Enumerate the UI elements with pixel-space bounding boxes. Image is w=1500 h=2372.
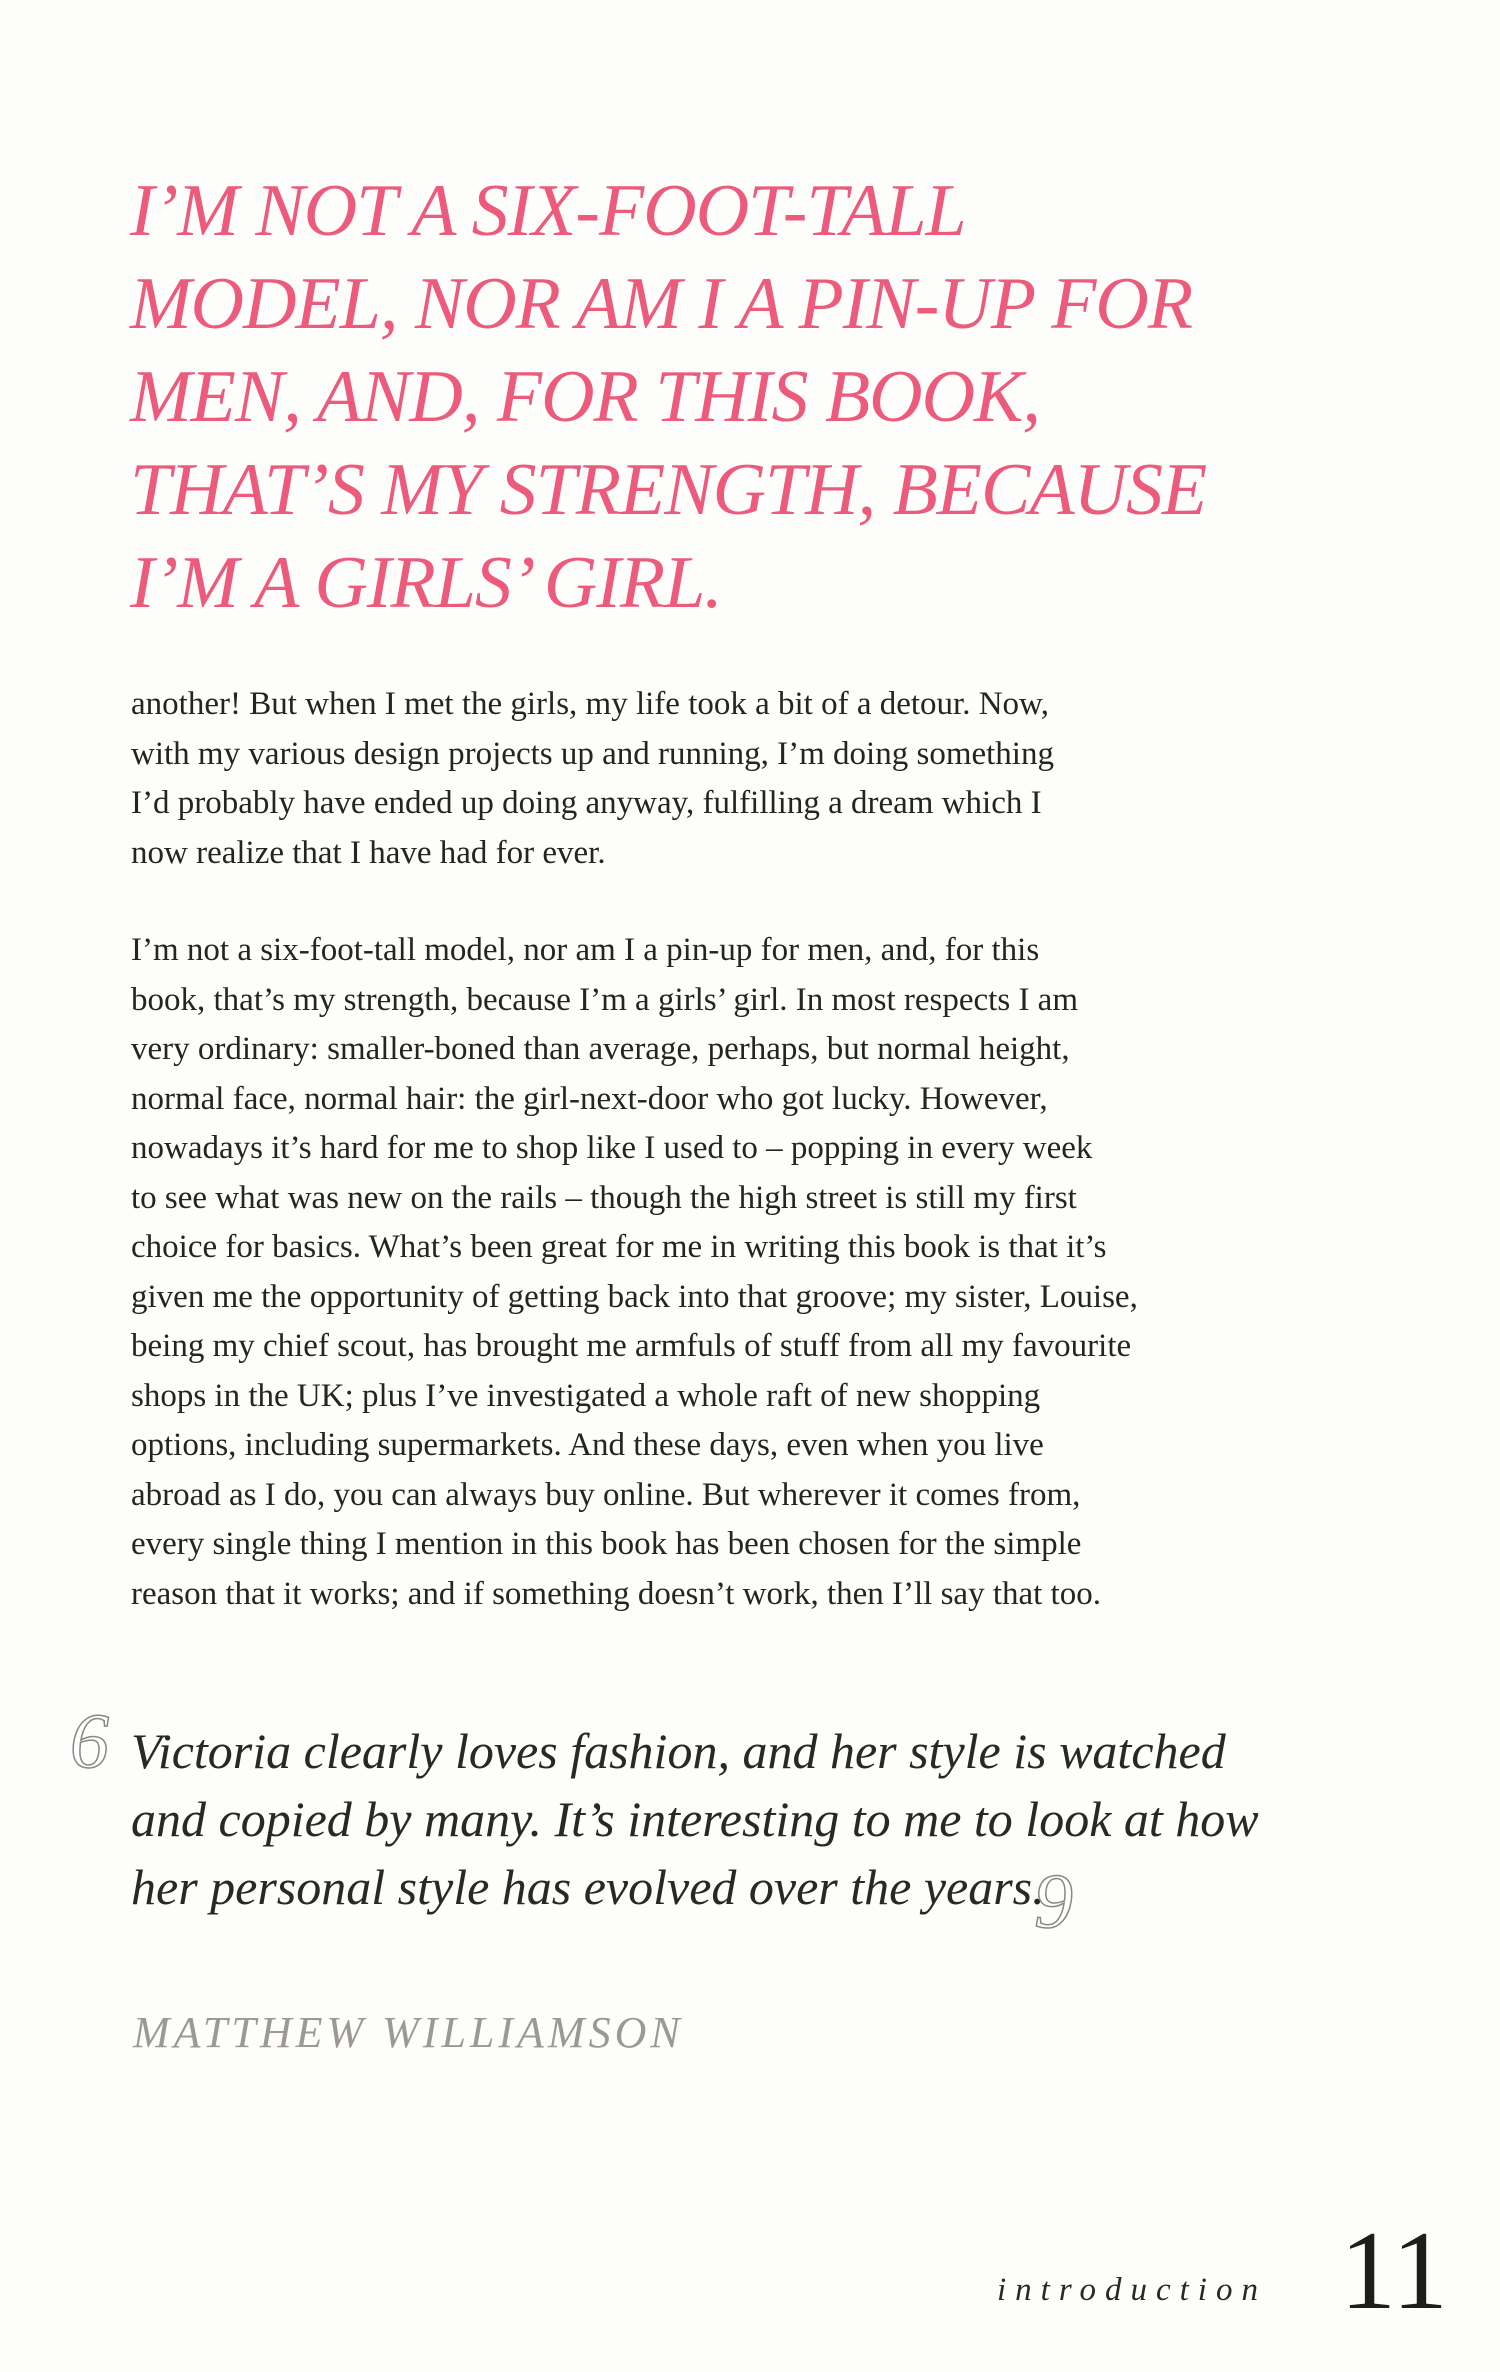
text-line: choice for basics. What’s been great for me in writing this book is that it’s: [131, 1229, 1107, 1265]
testimonial-line: and copied by many. It’s interesting to me to look at how: [131, 1791, 1259, 1847]
testimonial-line: Victoria clearly loves fashion, and her style is watched: [131, 1723, 1226, 1779]
close-quote-mark: 9: [1034, 1857, 1073, 1944]
text-line: options, including supermarkets. And these days, even when you live: [131, 1427, 1044, 1463]
text-line: another! But when I met the girls, my life took a bit of a detour. Now,: [131, 686, 1049, 722]
text-line: given me the opportunity of getting back into that groove; my sister, Louise,: [131, 1278, 1138, 1315]
text-line: normal face, normal hair: the girl-next-door who got lucky. However,: [131, 1080, 1048, 1117]
text-line: reason that it works; and if something doesn’t work, then I’ll say that too.: [131, 1575, 1101, 1612]
text-line: book, that’s my strength, because I’m a girls’ girl. In most respects I am: [131, 981, 1078, 1018]
pull-quote-line: THAT’S MY STRENGTH, BECAUSE: [130, 449, 1207, 531]
text-line: very ordinary: smaller-boned than average, perhaps, but normal height,: [131, 1031, 1070, 1067]
testimonial-quote: [131, 1717, 1331, 1921]
text-line: with my various design projects up and running, I’m doing something: [131, 735, 1054, 772]
testimonial-line: her personal style has evolved over the years.: [131, 1859, 1045, 1915]
page-number: 11: [1340, 2209, 1448, 2333]
pull-quote-line: MEN, AND, FOR THIS BOOK,: [130, 356, 1040, 438]
quote-attribution: MATTHEW WILLIAMSON: [133, 2008, 684, 2057]
pull-quote: [130, 165, 1290, 630]
text-line: nowadays it’s hard for me to shop like I used to – popping in every week: [131, 1130, 1093, 1166]
text-line: abroad as I do, you can always buy online. But wherever it comes from,: [131, 1476, 1081, 1513]
text-line: I’m not a six-foot-tall model, nor am I a pin-up for men, and, for this: [131, 932, 1040, 968]
text-line: shops in the UK; plus I’ve investigated a whole raft of new shopping: [131, 1377, 1041, 1414]
text-line: being my chief scout, has brought me armfuls of stuff from all my favourite: [131, 1328, 1132, 1364]
text-line: now realize that I have had for ever.: [131, 834, 606, 871]
text-line: I’d probably have ended up doing anyway, fulfilling a dream which I: [131, 785, 1042, 821]
text-line: to see what was new on the rails – though the high street is still my first: [131, 1179, 1077, 1216]
text-line: every single thing I mention in this book has been chosen for the simple: [131, 1526, 1082, 1562]
pull-quote-line: MODEL, NOR AM I A PIN-UP FOR: [130, 263, 1193, 345]
body-paragraph-2: [131, 926, 1321, 1619]
body-paragraph-1: [131, 680, 1321, 878]
section-label: introduction: [997, 2272, 1267, 2308]
pull-quote-line: I’M NOT A SIX-FOOT-TALL: [130, 170, 966, 252]
open-quote-mark: 6: [70, 1697, 109, 1784]
pull-quote-line: I’M A GIRLS’ GIRL.: [130, 542, 722, 624]
